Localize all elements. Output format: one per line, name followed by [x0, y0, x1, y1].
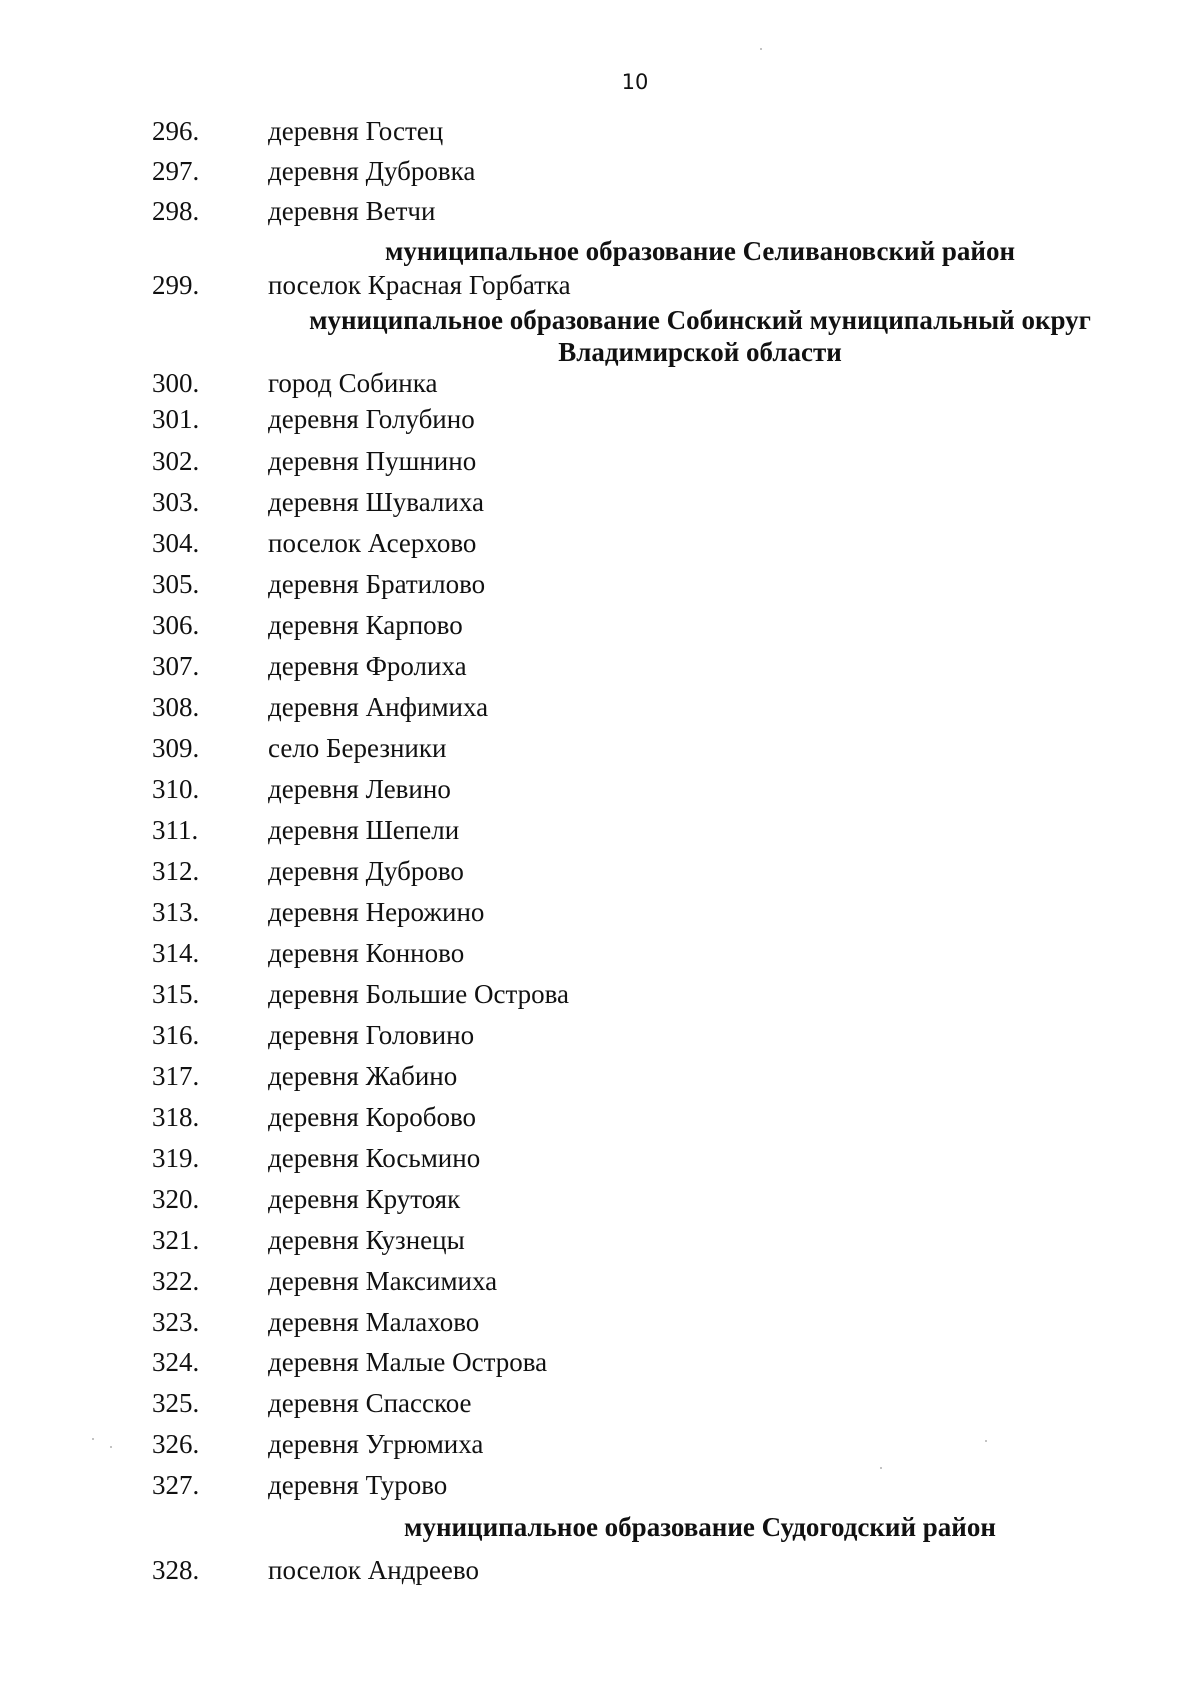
- list-item: [0, 368, 1200, 406]
- page-number: 10: [621, 70, 649, 94]
- item-name: поселок Асерхово: [268, 528, 477, 558]
- item-name: село Березники: [268, 733, 447, 763]
- item-name: деревня Косьмино: [268, 1143, 481, 1173]
- list-item: [0, 1388, 1200, 1426]
- item-name: деревня Дуброво: [268, 856, 464, 886]
- item-name: деревня Пушнино: [268, 446, 477, 476]
- list-item: [0, 156, 1200, 194]
- item-name: деревня Жабино: [268, 1061, 458, 1091]
- item-number: 320.: [152, 1184, 200, 1214]
- list-item: [0, 733, 1200, 771]
- list-item: [0, 815, 1200, 853]
- item-number: 302.: [152, 446, 200, 476]
- list-item: [0, 1470, 1200, 1508]
- list-item: [0, 487, 1200, 525]
- item-name: деревня Угрюмиха: [268, 1429, 484, 1459]
- item-name: деревня Голубино: [268, 404, 475, 434]
- item-number: 296.: [152, 116, 200, 146]
- item-number: 312.: [152, 856, 200, 886]
- item-name: деревня Малые Острова: [268, 1347, 548, 1377]
- item-name: деревня Турово: [268, 1470, 448, 1500]
- list-item: [0, 1020, 1200, 1058]
- list-item: [0, 270, 1200, 308]
- list-item: [0, 856, 1200, 894]
- item-number: 317.: [152, 1061, 200, 1091]
- item-number: 308.: [152, 692, 200, 722]
- scan-speck: [760, 48, 762, 50]
- list-item: [0, 774, 1200, 812]
- item-number: 315.: [152, 979, 200, 1009]
- scan-speck: [985, 1440, 987, 1442]
- district-heading-selivanovsky: муниципальное образование Селивановский район: [384, 236, 1016, 266]
- scan-speck: [92, 1438, 94, 1440]
- item-number: 319.: [152, 1143, 200, 1173]
- item-number: 318.: [152, 1102, 200, 1132]
- item-name: деревня Кузнецы: [268, 1225, 465, 1255]
- item-number: 316.: [152, 1020, 200, 1050]
- list-item: [0, 1347, 1200, 1385]
- item-number: 323.: [152, 1307, 200, 1337]
- list-item: [0, 1102, 1200, 1140]
- list-item: [0, 897, 1200, 935]
- item-number: 311.: [152, 815, 199, 845]
- item-name: деревня Малахово: [268, 1307, 480, 1337]
- item-name: деревня Шувалиха: [268, 487, 484, 517]
- item-name: деревня Коробово: [268, 1102, 477, 1132]
- item-number: 310.: [152, 774, 200, 804]
- scan-speck: [880, 1467, 882, 1469]
- item-number: 304.: [152, 528, 200, 558]
- list-item: [0, 528, 1200, 566]
- list-item: [0, 569, 1200, 607]
- item-number: 324.: [152, 1347, 200, 1377]
- list-item: [0, 1555, 1200, 1593]
- item-name: деревня Братилово: [268, 569, 486, 599]
- item-number: 322.: [152, 1266, 200, 1296]
- item-name: деревня Головино: [268, 1020, 475, 1050]
- list-item: [0, 1143, 1200, 1181]
- item-number: 301.: [152, 404, 200, 434]
- list-item: [0, 979, 1200, 1017]
- list-item: [0, 1307, 1200, 1345]
- item-name: деревня Гостец: [268, 116, 444, 146]
- item-number: 297.: [152, 156, 200, 186]
- item-name: деревня Шепели: [268, 815, 460, 845]
- item-number: 327.: [152, 1470, 200, 1500]
- list-item: [0, 1225, 1200, 1263]
- item-name: поселок Красная Горбатка: [268, 270, 571, 300]
- item-name: деревня Нерожино: [268, 897, 485, 927]
- item-name: деревня Большие Острова: [268, 979, 569, 1009]
- item-name: поселок Андреево: [268, 1555, 479, 1585]
- item-number: 321.: [152, 1225, 200, 1255]
- item-number: 326.: [152, 1429, 200, 1459]
- item-name: город Собинка: [268, 368, 438, 398]
- list-item: [0, 651, 1200, 689]
- item-number: 309.: [152, 733, 200, 763]
- district-heading-sudogodsky: муниципальное образование Судогодский район: [404, 1512, 996, 1542]
- item-name: деревня Максимиха: [268, 1266, 498, 1296]
- item-number: 307.: [152, 651, 200, 681]
- list-item: [0, 404, 1200, 442]
- item-number: 314.: [152, 938, 200, 968]
- list-item: [0, 1061, 1200, 1099]
- item-number: 303.: [152, 487, 200, 517]
- list-item: [0, 610, 1200, 648]
- list-item: [0, 938, 1200, 976]
- item-name: деревня Спасское: [268, 1388, 472, 1418]
- item-number: 328.: [152, 1555, 200, 1585]
- item-name: деревня Ветчи: [268, 196, 436, 226]
- list-item: [0, 692, 1200, 730]
- item-name: деревня Конново: [268, 938, 465, 968]
- district-heading-sobinsky: муниципальное образование Собинский муниципальный округ Владимирской области: [309, 305, 1091, 367]
- item-number: 300.: [152, 368, 200, 398]
- item-number: 299.: [152, 270, 200, 300]
- scan-speck: [110, 1446, 112, 1448]
- item-name: деревня Крутояк: [268, 1184, 461, 1214]
- list-item: [0, 1184, 1200, 1222]
- item-name: деревня Фролиха: [268, 651, 467, 681]
- list-item: [0, 196, 1200, 234]
- item-name: деревня Дубровка: [268, 156, 476, 186]
- list-item: [0, 446, 1200, 484]
- item-number: 305.: [152, 569, 200, 599]
- list-item: [0, 1429, 1200, 1467]
- item-number: 325.: [152, 1388, 200, 1418]
- item-number: 306.: [152, 610, 200, 640]
- item-number: 298.: [152, 196, 200, 226]
- item-name: деревня Карпово: [268, 610, 463, 640]
- item-number: 313.: [152, 897, 200, 927]
- item-name: деревня Анфимиха: [268, 692, 489, 722]
- list-item: [0, 116, 1200, 154]
- item-name: деревня Левино: [268, 774, 451, 804]
- list-item: [0, 1266, 1200, 1304]
